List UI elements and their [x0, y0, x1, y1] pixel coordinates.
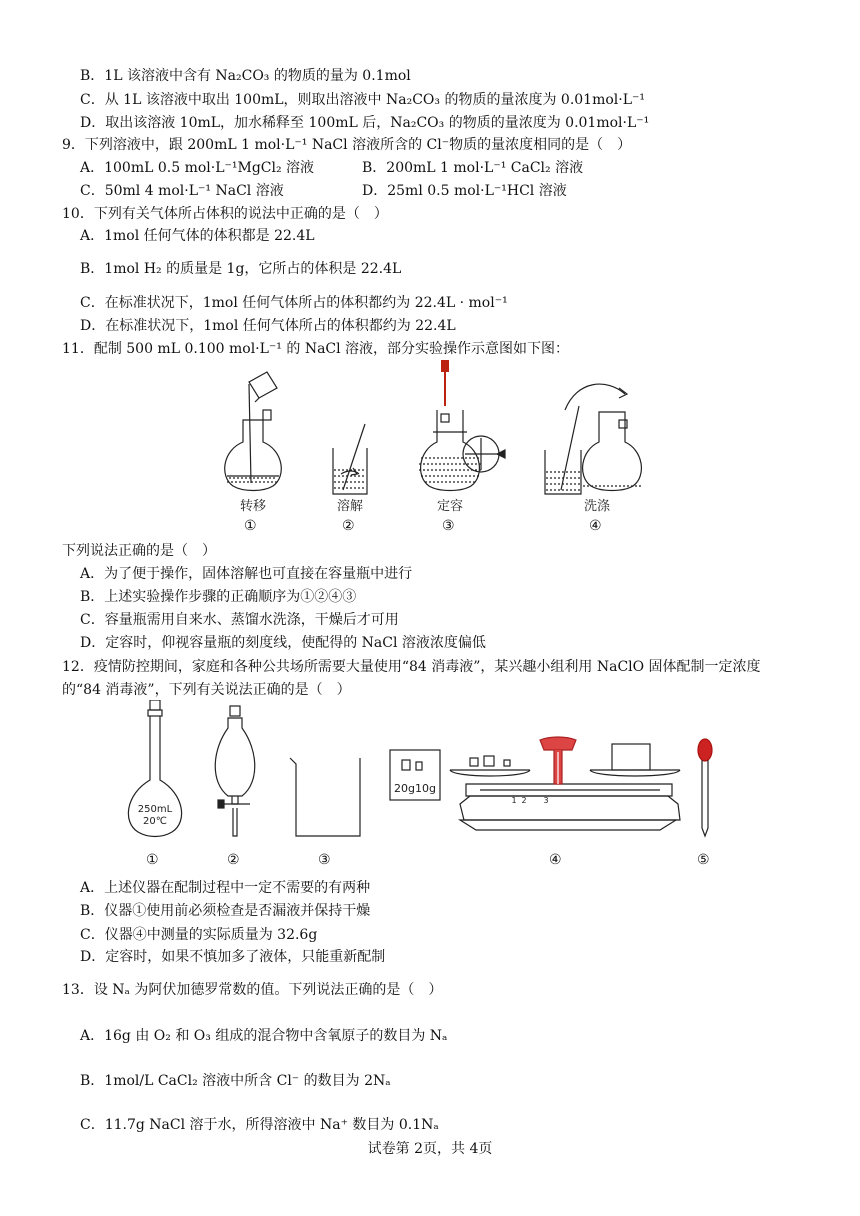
q10-stem: 10．下列有关气体所占体积的说法中正确的是（ ）	[62, 206, 388, 222]
q13-option-c: C．11.7g NaCl 溶于水，所得溶液中 Na⁺ 数目为 0.1Nₐ	[80, 1117, 439, 1133]
wash-diagram	[545, 384, 641, 494]
instrument-num-5: ⑤	[697, 852, 710, 868]
step-label-4: 洗涤	[583, 499, 611, 514]
q12-option-a: A．上述仪器在配制过程中一定不需要的有两种	[80, 880, 371, 896]
q9-option-c: C．50ml 4 mol·L⁻¹ NaCl 溶液	[80, 183, 284, 199]
q8-option-b: B．1L 该溶液中含有 Na₂CO₃ 的物质的量为 0.1mol	[80, 68, 411, 84]
scale-tick-2: 2	[521, 796, 527, 805]
instrument-num-1: ①	[146, 852, 159, 868]
volume-diagram	[419, 360, 505, 491]
q11-option-c: C．容量瓶需用自来水、蒸馏水洗涤，干燥后才可用	[80, 612, 399, 628]
instrument-num-2: ②	[227, 852, 240, 868]
q12-stem-line2: 的“84 消毒液”，下列有关说法正确的是（ ）	[62, 682, 351, 698]
weights-label: 20g10g	[394, 782, 436, 795]
q8-option-d: D．取出该溶液 10mL，加水稀释至 100mL 后，Na₂CO₃ 的物质的量浓度为 0.01mol·L⁻¹	[80, 115, 650, 131]
q9-option-b: B．200mL 1 mol·L⁻¹ CaCl₂ 溶液	[362, 160, 584, 176]
q12-figure	[120, 700, 730, 846]
q11-figure	[215, 358, 645, 518]
q11-option-a: A．为了便于操作，固体溶解也可直接在容量瓶中进行	[80, 566, 413, 582]
instrument-num-3: ③	[318, 852, 331, 868]
q10-option-d: D．在标准状况下，1mol 任何气体所占的体积都约为 22.4L	[80, 318, 456, 334]
q13-stem: 13．设 Nₐ 为阿伏加德罗常数的值。下列说法正确的是（ ）	[62, 982, 443, 998]
q12-option-d: D．定容时，如果不慎加多了液体，只能重新配制	[80, 949, 386, 965]
step-label-1: 转移	[239, 499, 267, 514]
q12-stem-line1: 12．疫情防控期间，家庭和各种公共场所需要大量使用“84 消毒液”，某兴趣小组利用 NaClO 固体配制一定浓度	[62, 659, 761, 675]
instrument-num-4: ④	[549, 852, 562, 868]
q12-option-c: C．仪器④中测量的实际质量为 32.6g	[80, 927, 318, 943]
dropper-diagram	[698, 739, 712, 836]
step-num-3: ③	[442, 518, 455, 534]
scale-tick-3: 3	[543, 796, 549, 805]
q10-option-b: B．1mol H₂ 的质量是 1g，它所占的体积是 22.4L	[80, 261, 402, 277]
page-footer: 试卷第 2页，共 4页	[367, 1141, 493, 1157]
q11-option-d: D．定容时，仰视容量瓶的刻度线，使配得的 NaCl 溶液浓度偏低	[80, 635, 486, 651]
q10-option-a: A．1mol 任何气体的体积都是 22.4L	[80, 228, 315, 244]
q11-stem: 11．配制 500 mL 0.100 mol·L⁻¹ 的 NaCl 溶液，部分实验操作示意图如下图：	[62, 341, 570, 357]
q13-option-a: A．16g 由 O₂ 和 O₃ 组成的混合物中含氧原子的数目为 Nₐ	[80, 1028, 448, 1044]
q9-stem: 9．下列溶液中，跟 200mL 1 mol·L⁻¹ NaCl 溶液所含的 Cl⁻物质的量浓度相同的是（ ）	[62, 137, 632, 153]
q10-option-c: C．在标准状况下，1mol 任何气体所占的体积都约为 22.4L · mol⁻¹	[80, 295, 508, 311]
q9-option-a: A．100mL 0.5 mol·L⁻¹MgCl₂ 溶液	[80, 160, 315, 176]
step-num-1: ①	[244, 518, 257, 534]
step-num-2: ②	[342, 518, 355, 534]
q9-option-d: D．25ml 0.5 mol·L⁻¹HCl 溶液	[362, 183, 567, 199]
beaker-diagram	[290, 758, 360, 836]
scale-tick-1: 1	[511, 796, 517, 805]
q13-option-b: B．1mol/L CaCl₂ 溶液中所含 Cl⁻ 的数目为 2Nₐ	[80, 1073, 391, 1089]
step-label-2: 溶解	[336, 499, 364, 514]
step-label-3: 定容	[436, 499, 464, 514]
q12-option-b: B．仪器①使用前必须检查是否漏液并保持干燥	[80, 903, 371, 919]
transfer-diagram	[225, 372, 282, 491]
dissolve-diagram	[333, 424, 367, 494]
flask-volume-label: 250mL	[137, 804, 173, 815]
separatory-funnel-diagram	[215, 706, 255, 836]
flask-temp-label: 20℃	[143, 816, 167, 827]
step-num-4: ④	[589, 518, 602, 534]
q8-option-c: C．从 1L 该溶液中取出 100mL，则取出溶液中 Na₂CO₃ 的物质的量浓度为 0.01mol·L⁻¹	[80, 92, 646, 108]
q11-prompt: 下列说法正确的是（ ）	[62, 543, 216, 559]
q11-option-b: B．上述实验操作步骤的正确顺序为①②④③	[80, 589, 357, 605]
